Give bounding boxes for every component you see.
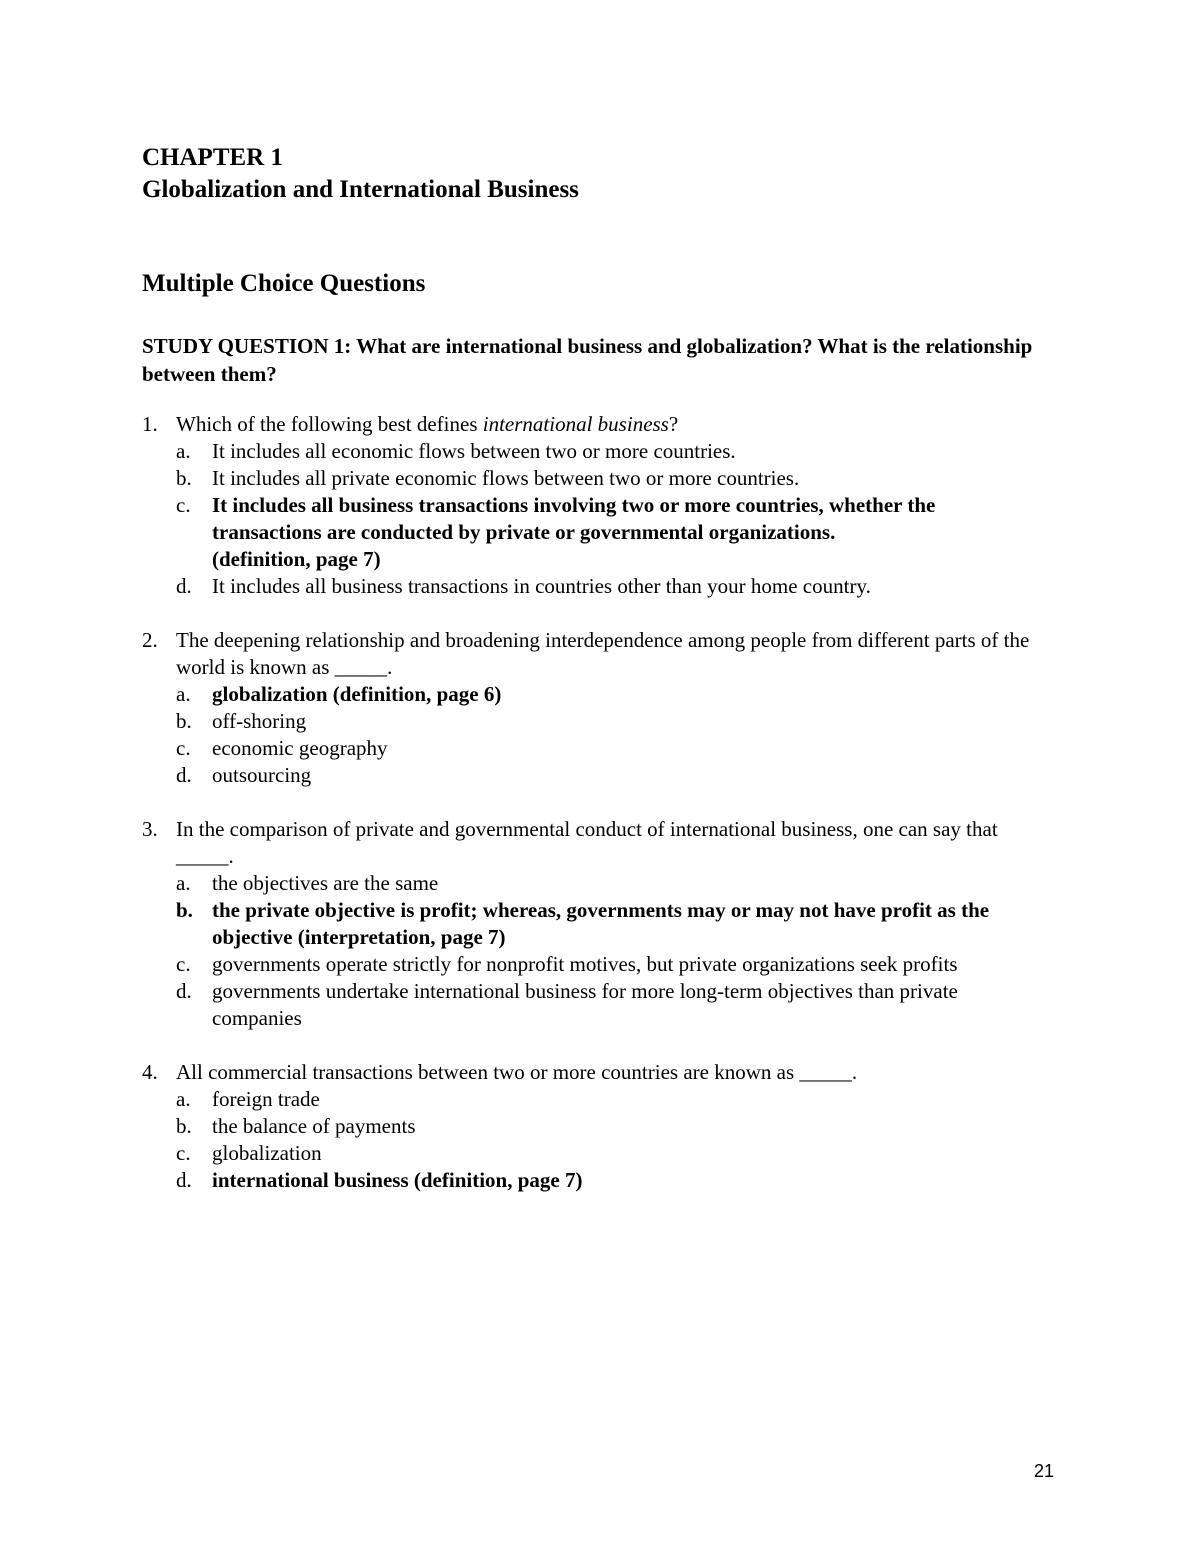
option-list	[142, 681, 1042, 789]
option-text: globalization (definition, page 6)	[212, 682, 502, 706]
question-stem-term: international business	[482, 412, 669, 436]
question-stem: In the comparison of private and governmental conduct of international business, one can say that _____.	[176, 817, 998, 868]
option-text	[212, 492, 1042, 573]
option-text: governments operate strictly for nonprofit motives, but private organizations seek profits	[212, 952, 958, 976]
study-question: STUDY QUESTION 1: What are international business and globalization? What is the relationship between them?	[142, 334, 1033, 386]
option-letter: c.	[176, 493, 191, 517]
option-c-correct-answer	[142, 492, 1042, 573]
question-number: 2.	[142, 628, 158, 652]
option-b	[142, 465, 1042, 492]
question-stem	[176, 411, 1042, 438]
option-text: the objectives are the same	[212, 871, 439, 895]
option-list	[142, 870, 1042, 1032]
option-text: governments undertake international business for more long-term objectives than private companies	[212, 979, 958, 1030]
question-number: 3.	[142, 817, 158, 841]
question-3	[142, 816, 1042, 1032]
page-number: 21	[1034, 1461, 1055, 1481]
option-list	[142, 438, 1042, 600]
question-stem: The deepening relationship and broadening interdependence among people from different parts of the world is known as _____.	[176, 628, 1030, 679]
option-letter: b.	[176, 898, 193, 922]
option-d	[142, 573, 1042, 600]
option-list	[142, 1086, 1042, 1194]
option-a-correct-answer	[142, 681, 1042, 708]
option-letter: c.	[176, 736, 191, 760]
option-letter: a.	[176, 682, 191, 706]
option-b	[142, 1113, 1042, 1140]
option-a	[142, 1086, 1042, 1113]
option-letter: d.	[176, 1168, 192, 1192]
question-2	[142, 627, 1042, 789]
option-letter: b.	[176, 1114, 192, 1138]
option-a	[142, 438, 1042, 465]
question-stem-text: Which of the following best defines	[176, 412, 483, 436]
chapter-title: Globalization and International Business	[142, 176, 579, 203]
option-c	[142, 951, 1042, 978]
option-letter: d.	[176, 979, 192, 1003]
option-letter: a.	[176, 871, 191, 895]
option-text: international business (definition, page 7)	[212, 1168, 583, 1192]
option-letter: d.	[176, 763, 192, 787]
option-letter: c.	[176, 1141, 191, 1165]
option-c	[142, 1140, 1042, 1167]
question-stem-end: ?	[668, 412, 679, 436]
option-d-correct-answer	[142, 1167, 1042, 1194]
option-d	[142, 762, 1042, 789]
option-text: foreign trade	[212, 1087, 320, 1111]
option-letter: b.	[176, 466, 192, 490]
section-heading: Multiple Choice Questions	[142, 270, 426, 297]
option-text: It includes all economic flows between two or more countries.	[212, 439, 736, 463]
option-text: economic geography	[212, 736, 388, 760]
option-text: the balance of payments	[212, 1114, 416, 1138]
option-d	[142, 978, 1042, 1032]
option-letter: b.	[176, 709, 192, 733]
answer-reference: (definition, page 7)	[212, 547, 381, 571]
option-a	[142, 870, 1042, 897]
option-text: It includes all business transactions in countries other than your home country.	[212, 574, 871, 598]
option-b	[142, 708, 1042, 735]
option-letter: a.	[176, 439, 191, 463]
option-letter: c.	[176, 952, 191, 976]
option-text: outsourcing	[212, 763, 312, 787]
option-text: globalization	[212, 1141, 322, 1165]
option-b-correct-answer	[142, 897, 1042, 951]
question-number: 1.	[142, 412, 158, 436]
chapter-header	[142, 142, 579, 206]
option-c	[142, 735, 1042, 762]
option-text: off-shoring	[212, 709, 307, 733]
question-stem: All commercial transactions between two or more countries are known as _____.	[176, 1060, 858, 1084]
option-text: the private objective is profit; whereas, governments may or may not have profit as the objective (interpretation, page 7)	[212, 898, 990, 949]
question-4	[142, 1059, 1042, 1194]
question-list	[142, 411, 1042, 1221]
option-answer-text: It includes all business transactions involving two or more countries, whether the transactions are conducted by private or governmental organizations.	[212, 493, 936, 544]
question-number: 4.	[142, 1060, 158, 1084]
option-text: It includes all private economic flows between two or more countries.	[212, 466, 800, 490]
chapter-number: CHAPTER 1	[142, 144, 283, 171]
option-letter: a.	[176, 1087, 191, 1111]
question-1	[142, 411, 1042, 600]
option-letter: d.	[176, 574, 192, 598]
